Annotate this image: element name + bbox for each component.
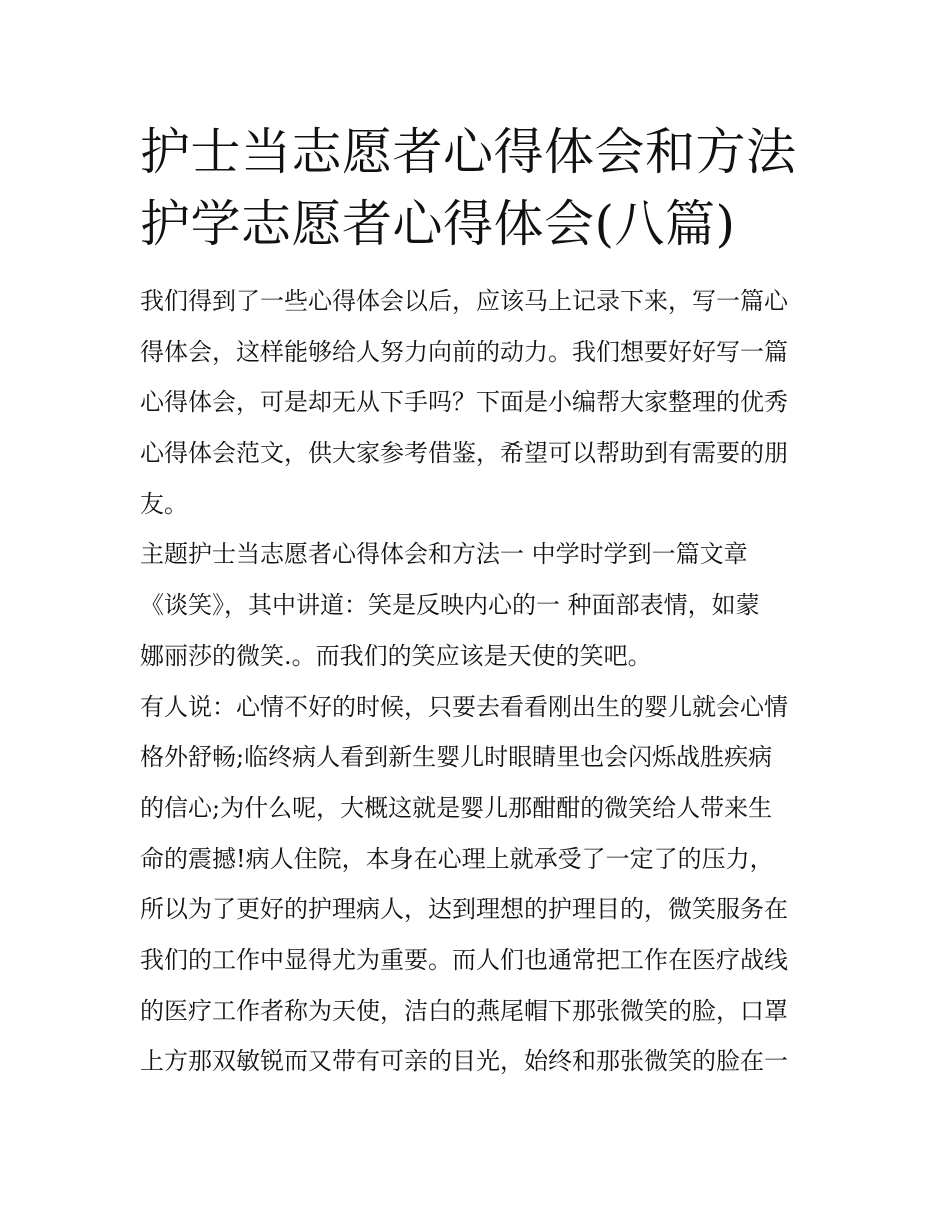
body-line: 的医疗工作者称为天使，洁白的燕尾帽下那张微笑的脸，口罩 [140,996,788,1025]
body-line: 得体会，这样能够给人努力向前的动力。我们想要好好写一篇 [140,337,788,366]
body-line: 娜丽莎的微笑.。而我们的笑应该是天使的笑吧。 [140,641,652,670]
title-line: 护学志愿者心得体会(八篇) [140,195,736,253]
body-line: 上方那双敏锐而又带有可亲的目光，始终和那张微笑的脸在一 [140,1047,788,1076]
title-line: 护士当志愿者心得体会和方法 [140,123,797,181]
document-body [140,276,830,1087]
document-title [140,116,840,260]
body-line: 格外舒畅;临终病人看到新生婴儿时眼睛里也会闪烁战胜疾病 [140,743,773,772]
body-line: 所以为了更好的护理病人，达到理想的护理目的，微笑服务在 [140,895,788,924]
body-line: 主题护士当志愿者心得体会和方法一 中学时学到一篇文章 [140,540,748,569]
body-line: 友。 [140,489,188,518]
body-line: 我们的工作中显得尤为重要。而人们也通常把工作在医疗战线 [140,945,788,974]
body-line: 我们得到了一些心得体会以后，应该马上记录下来，写一篇心 [140,287,788,315]
body-line: 的信心;为什么呢，大概这就是婴儿那酣酣的微笑给人带来生 [140,793,773,822]
body-line: 心得体会，可是却无从下手吗？下面是小编帮大家整理的优秀 [140,388,788,417]
body-line: 心得体会范文，供大家参考借鉴，希望可以帮助到有需要的朋 [140,439,788,468]
body-line: 命的震撼!病人住院，本身在心理上就承受了一定了的压力， [140,844,774,873]
body-line: 《谈笑》，其中讲道：笑是反映内心的一 种面部表情，如蒙 [140,591,760,620]
body-line: 有人说：心情不好的时候，只要去看看刚出生的婴儿就会心情 [140,692,788,721]
